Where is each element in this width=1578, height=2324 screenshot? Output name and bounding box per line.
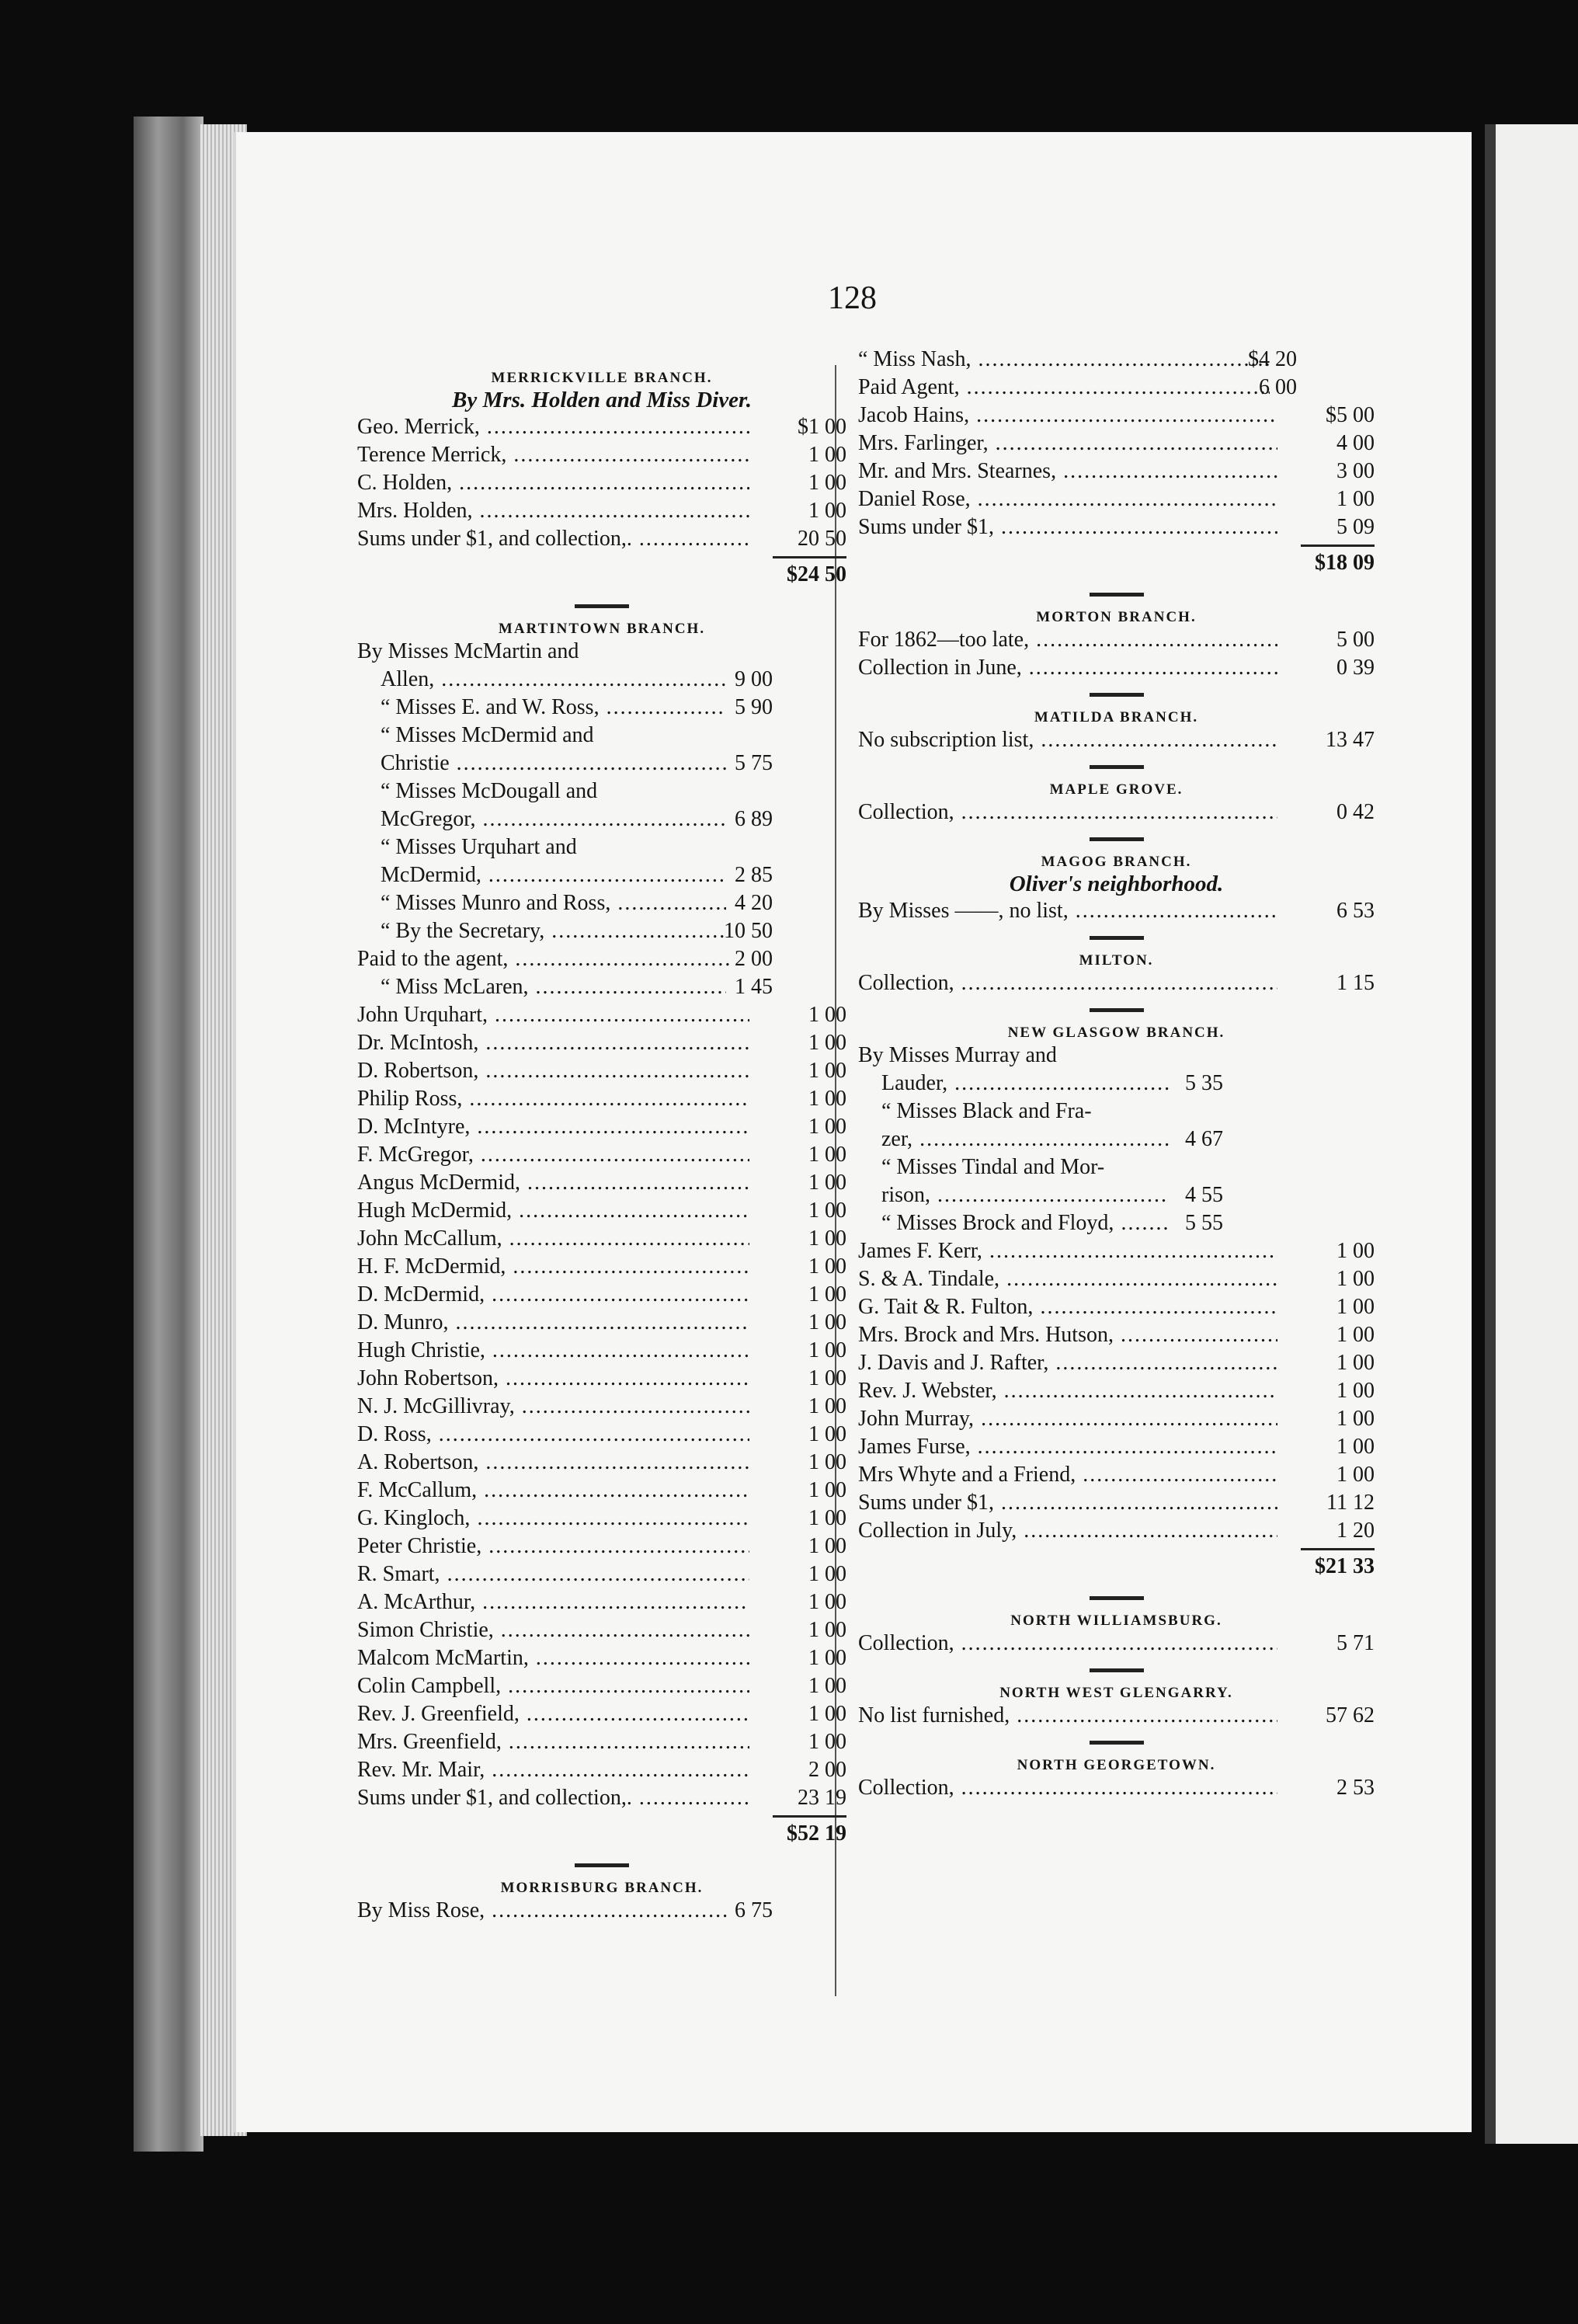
donor-name: Geo. Merrick, ..... — [357, 413, 749, 441]
ledger-list — [357, 413, 846, 553]
donor-name: Lauder, ..... — [881, 1070, 1169, 1098]
donor-name: Christie ..... — [381, 750, 726, 778]
ledger-row — [357, 638, 846, 666]
donor-name: S. & A. Tindale, ..... — [858, 1265, 1277, 1293]
donation-amount: 1 00 — [1336, 1295, 1375, 1319]
donation-amount: 2 00 — [735, 947, 773, 971]
donor-name: D. Munro, ..... — [357, 1309, 749, 1337]
ledger-row — [858, 457, 1375, 485]
donation-amount: 2 00 — [808, 1758, 846, 1782]
donation-amount: 10 50 — [724, 919, 773, 943]
ledger-row — [858, 1321, 1375, 1349]
donation-amount: 1 00 — [808, 499, 846, 523]
ledger-row — [858, 485, 1375, 513]
donor-name: Mrs. Greenfield, ..... — [357, 1728, 749, 1756]
donor-name: “ Misses Munro and Ross, ..... — [381, 889, 726, 917]
donation-amount: 1 00 — [808, 1590, 846, 1614]
ledger-row — [357, 1281, 846, 1309]
donor-name: Collection, ..... — [858, 798, 1277, 826]
donor-name: “ By the Secretary, ..... — [381, 917, 726, 945]
ledger-row — [357, 1113, 846, 1141]
ledger-row — [357, 1001, 846, 1029]
ledger-row — [858, 654, 1375, 682]
ledger-row — [357, 973, 846, 1001]
ledger-row — [357, 833, 846, 861]
ledger-row — [357, 889, 846, 917]
donor-name: H. F. McDermid, ..... — [357, 1253, 749, 1281]
donation-amount: 1 00 — [808, 443, 846, 467]
ledger-row — [858, 402, 1375, 430]
ledger-row — [357, 861, 846, 889]
donation-amount: 1 00 — [808, 1226, 846, 1251]
ledger-row — [357, 1505, 846, 1533]
donor-name: Terence Merrick, ..... — [357, 441, 749, 469]
donor-name: D. Ross, ..... — [357, 1421, 749, 1449]
section-heading: MORRISBURG BRANCH. — [500, 1880, 704, 1896]
donor-name: John Robertson, ..... — [357, 1365, 749, 1393]
donor-name: James Furse, ..... — [858, 1433, 1277, 1461]
donor-name: Mr. and Mrs. Stearnes, ..... — [858, 457, 1277, 485]
ledger-list — [858, 1042, 1375, 1237]
donation-amount: 0 42 — [1336, 800, 1375, 824]
donor-name: J. Davis and J. Rafter, ..... — [858, 1349, 1277, 1377]
donation-amount: 1 00 — [808, 1422, 846, 1446]
donor-name: N. J. McGillivray, ..... — [357, 1393, 749, 1421]
donor-name: Simon Christie, ..... — [357, 1616, 749, 1644]
ledger-row — [357, 1057, 846, 1085]
section-divider — [575, 604, 629, 608]
donor-name: Angus McDermid, ..... — [357, 1169, 749, 1197]
ledger-row — [858, 1125, 1375, 1153]
section-divider — [1090, 1668, 1144, 1672]
ledger-list — [858, 897, 1375, 925]
ledger-row — [357, 1756, 846, 1784]
ledger-row — [858, 1237, 1375, 1265]
donor-name: For 1862—too late, ..... — [858, 626, 1277, 654]
section-divider — [1090, 1008, 1144, 1012]
ledger-row — [357, 1393, 846, 1421]
ledger-row — [357, 1253, 846, 1281]
donor-name: “ Misses Brock and Floyd, ..... — [881, 1209, 1169, 1237]
section-total: $18 09 — [858, 541, 1375, 582]
section-divider — [575, 1863, 629, 1867]
donation-amount: 6 00 — [1259, 375, 1297, 399]
donation-amount: 5 90 — [735, 695, 773, 719]
section-divider — [1090, 837, 1144, 841]
donor-name: “ Misses Black and Fra- — [881, 1099, 1092, 1123]
ledger-list — [858, 969, 1375, 997]
donor-name: No subscription list, ..... — [858, 726, 1277, 754]
donor-name: D. Robertson, ..... — [357, 1057, 749, 1085]
ledger-row — [357, 805, 846, 833]
donor-name: “ Misses Tindal and Mor- — [881, 1155, 1105, 1179]
donation-amount: 1 00 — [808, 1534, 846, 1558]
donor-name: Collection, ..... — [858, 1774, 1277, 1802]
ledger-row — [357, 1197, 846, 1225]
donation-amount: 4 20 — [735, 891, 773, 915]
donation-amount: 1 00 — [808, 1282, 846, 1306]
donation-amount: 1 00 — [1336, 1435, 1375, 1459]
next-page-edge — [1485, 124, 1578, 2144]
donor-name: John Murray, ..... — [858, 1405, 1277, 1433]
ledger-row — [858, 513, 1375, 541]
donor-name: zer, ..... — [881, 1125, 1169, 1153]
section-subheading: Oliver's neighborhood. — [1009, 872, 1224, 896]
ledger-row — [858, 1433, 1375, 1461]
donor-name: McGregor, ..... — [381, 805, 726, 833]
donor-name: James F. Kerr, ..... — [858, 1237, 1277, 1265]
ledger-row — [858, 1517, 1375, 1545]
donor-name: Allen, ..... — [381, 666, 726, 694]
ledger-row — [357, 525, 846, 553]
donor-name: Collection in June, ..... — [858, 654, 1277, 682]
ledger-row — [357, 1449, 846, 1477]
donation-amount: 23 19 — [798, 1786, 846, 1810]
donor-name: By Misses ——, no list, ..... — [858, 897, 1277, 925]
ledger-row — [357, 666, 846, 694]
ledger-row — [858, 969, 1375, 997]
donor-name: Paid Agent, ..... — [858, 374, 1270, 402]
donor-name: Daniel Rose, ..... — [858, 485, 1277, 513]
section-heading: MAGOG BRANCH. — [1041, 854, 1192, 870]
donation-amount: 1 00 — [808, 1031, 846, 1055]
donation-amount: 1 00 — [808, 1338, 846, 1362]
donation-amount: 1 00 — [1336, 1463, 1375, 1487]
donation-amount: 1 00 — [808, 1171, 846, 1195]
donor-name: Dr. McIntosh, ..... — [357, 1029, 749, 1057]
donor-name: Peter Christie, ..... — [357, 1533, 749, 1560]
donation-amount: 1 00 — [808, 1366, 846, 1390]
donor-name: No list furnished, ..... — [858, 1702, 1277, 1730]
donation-amount: 6 75 — [735, 1898, 773, 1922]
ledger-row — [858, 1153, 1375, 1181]
ledger-row — [858, 1405, 1375, 1433]
donation-amount: 3 00 — [1336, 459, 1375, 483]
donor-name: Philip Ross, ..... — [357, 1085, 749, 1113]
donation-amount: 57 62 — [1326, 1703, 1375, 1727]
donation-amount: 5 75 — [735, 751, 773, 775]
section-total: $52 19 — [357, 1812, 846, 1853]
donation-amount: 1 00 — [808, 1618, 846, 1642]
section-divider — [1090, 1741, 1144, 1745]
ledger-row — [357, 1477, 846, 1505]
book-edge — [134, 117, 203, 2152]
donation-amount: 1 00 — [1336, 1379, 1375, 1403]
ledger-row — [858, 798, 1375, 826]
section-heading: NEW GLASGOW BRANCH. — [1007, 1025, 1225, 1041]
ledger-list — [858, 1237, 1375, 1545]
section-heading: MORTON BRANCH. — [1036, 609, 1197, 625]
donation-amount: 1 00 — [808, 1059, 846, 1083]
ledger-row — [357, 1225, 846, 1253]
section-total: $24 50 — [357, 553, 846, 593]
donor-name: “ Misses Urquhart and — [381, 835, 577, 859]
donation-amount: 1 00 — [1336, 1407, 1375, 1431]
donation-amount: 1 15 — [1336, 971, 1375, 995]
donation-amount: 5 55 — [1185, 1211, 1223, 1235]
donor-name: Collection in July, ..... — [858, 1517, 1277, 1545]
donation-amount: 1 00 — [808, 1506, 846, 1530]
donor-name: G. Tait & R. Fulton, ..... — [858, 1293, 1277, 1321]
right-column — [858, 346, 1375, 1802]
donor-name: Hugh McDermid, ..... — [357, 1197, 749, 1225]
donor-name: “ Misses McDougall and — [381, 779, 598, 803]
donation-amount: 1 00 — [1336, 1267, 1375, 1291]
donor-name: G. Kingloch, ..... — [357, 1505, 749, 1533]
donor-name: D. McIntyre, ..... — [357, 1113, 749, 1141]
donation-amount: 1 00 — [808, 1646, 846, 1670]
donation-amount: 6 53 — [1336, 899, 1375, 923]
donation-amount: 1 00 — [808, 1143, 846, 1167]
ledger-row — [858, 1070, 1375, 1098]
section-divider — [1090, 765, 1144, 769]
donor-name: C. Holden, ..... — [357, 469, 749, 497]
ledger-row — [858, 1349, 1375, 1377]
donation-amount: $4 20 — [1248, 347, 1297, 371]
donation-amount: 5 35 — [1185, 1071, 1223, 1095]
donor-name: By Miss Rose, ..... — [357, 1897, 730, 1925]
donation-amount: 5 71 — [1336, 1631, 1375, 1655]
donor-name: “ Misses McDermid and — [381, 723, 594, 747]
section-heading: MATILDA BRANCH. — [1034, 709, 1199, 725]
donor-name: D. McDermid, ..... — [357, 1281, 749, 1309]
donor-name: Sums under $1, ..... — [858, 513, 1277, 541]
section-divider — [1090, 936, 1144, 940]
donor-name: Hugh Christie, ..... — [357, 1337, 749, 1365]
section-heading: MARTINTOWN BRANCH. — [498, 621, 706, 637]
ledger-row — [357, 1337, 846, 1365]
ledger-row — [858, 1209, 1375, 1237]
ledger-row — [357, 1700, 846, 1728]
donor-name: Rev. J. Greenfield, ..... — [357, 1700, 749, 1728]
ledger-list — [357, 638, 846, 1001]
ledger-row — [357, 1169, 846, 1197]
ledger-list — [858, 626, 1375, 682]
ledger-row — [357, 1897, 846, 1925]
ledger-row — [357, 694, 846, 722]
ledger-row — [858, 897, 1375, 925]
donation-amount: 1 00 — [808, 1702, 846, 1726]
donation-amount: 1 00 — [808, 1674, 846, 1698]
section-divider — [1090, 693, 1144, 697]
donor-name: Collection, ..... — [858, 969, 1277, 997]
section-total: $21 33 — [858, 1545, 1375, 1585]
donor-name: “ Miss McLaren, ..... — [381, 973, 726, 1001]
ledger-row — [858, 1042, 1375, 1070]
ledger-row — [357, 945, 846, 973]
donor-name: By Misses McMartin and — [357, 639, 579, 663]
donation-amount: 2 53 — [1336, 1776, 1375, 1800]
donation-amount: 13 47 — [1326, 728, 1375, 752]
ledger-row — [357, 1560, 846, 1588]
ledger-row — [858, 1181, 1375, 1209]
donation-amount: 4 00 — [1336, 431, 1375, 455]
donor-name: Mrs. Farlinger, ..... — [858, 430, 1277, 457]
ledger-row — [357, 1085, 846, 1113]
ledger-row — [357, 441, 846, 469]
ledger-row — [357, 1672, 846, 1700]
donation-amount: 1 00 — [808, 1478, 846, 1502]
donation-amount: 1 00 — [808, 1562, 846, 1586]
ledger-list — [357, 1001, 846, 1812]
ledger-row — [858, 1265, 1375, 1293]
donor-name: Rev. J. Webster, ..... — [858, 1377, 1277, 1405]
donation-amount: 1 00 — [1336, 1323, 1375, 1347]
ledger-list — [858, 402, 1375, 541]
ledger-list — [858, 346, 1375, 402]
donor-name: Mrs. Brock and Mrs. Hutson, ..... — [858, 1321, 1277, 1349]
donor-name: Sums under $1, and collection,. ..... — [357, 525, 749, 553]
section-heading: NORTH WEST GLENGARRY. — [999, 1685, 1233, 1701]
ledger-list — [858, 798, 1375, 826]
ledger-row — [357, 1029, 846, 1057]
ledger-row — [858, 346, 1375, 374]
donation-amount: 1 00 — [808, 1254, 846, 1279]
donation-amount: 1 00 — [808, 1087, 846, 1111]
donation-amount: 1 00 — [808, 1199, 846, 1223]
ledger-row — [357, 1533, 846, 1560]
ledger-row — [357, 497, 846, 525]
donation-amount: 1 20 — [1336, 1519, 1375, 1543]
donation-amount: 5 00 — [1336, 628, 1375, 652]
donation-amount: 9 00 — [735, 667, 773, 691]
donor-name: R. Smart, ..... — [357, 1560, 749, 1588]
donor-name: F. McGregor, ..... — [357, 1141, 749, 1169]
donation-amount: 4 55 — [1185, 1183, 1223, 1207]
donor-name: Paid to the agent, ..... — [357, 945, 730, 973]
section-heading: MAPLE GROVE. — [1049, 781, 1184, 798]
ledger-row — [858, 626, 1375, 654]
ledger-row — [357, 1588, 846, 1616]
donor-name: McDermid, ..... — [381, 861, 726, 889]
ledger-row — [858, 1377, 1375, 1405]
donor-name: Rev. Mr. Mair, ..... — [357, 1756, 749, 1784]
donor-name: rison, ..... — [881, 1181, 1169, 1209]
ledger-row — [357, 778, 846, 805]
section-divider — [1090, 1596, 1144, 1600]
section-divider — [1090, 593, 1144, 597]
donor-name: A. McArthur, ..... — [357, 1588, 749, 1616]
donor-name: By Misses Murray and — [858, 1043, 1057, 1067]
donation-amount: 1 45 — [735, 975, 773, 999]
ledger-row — [357, 1616, 846, 1644]
ledger-list — [357, 1897, 846, 1925]
ledger-row — [858, 1489, 1375, 1517]
section-heading: MERRICKVILLE BRANCH. — [491, 370, 713, 386]
donation-amount: $1 00 — [798, 415, 846, 439]
ledger-row — [357, 1728, 846, 1756]
donor-name: “ Misses E. and W. Ross, ..... — [381, 694, 726, 722]
donation-amount: 20 50 — [798, 527, 846, 551]
donor-name: Sums under $1, ..... — [858, 1489, 1277, 1517]
donation-amount: 6 89 — [735, 807, 773, 831]
left-column — [357, 365, 846, 1925]
donation-amount: 2 85 — [735, 863, 773, 887]
section-heading: NORTH WILLIAMSBURG. — [1010, 1613, 1222, 1629]
donation-amount: 5 09 — [1336, 515, 1375, 539]
ledger-list — [858, 1774, 1375, 1802]
section-heading: MILTON. — [1079, 952, 1154, 969]
donor-name: F. McCallum, ..... — [357, 1477, 749, 1505]
ledger-row — [357, 1644, 846, 1672]
donation-amount: 1 00 — [1336, 1239, 1375, 1263]
ledger-row — [357, 1365, 846, 1393]
ledger-row — [357, 1309, 846, 1337]
donor-name: “ Miss Nash, ..... — [858, 346, 1270, 374]
ledger-row — [357, 917, 846, 945]
donation-amount: 1 00 — [808, 1003, 846, 1027]
donation-amount: 1 00 — [808, 1310, 846, 1334]
ledger-row — [357, 469, 846, 497]
ledger-row — [858, 726, 1375, 754]
ledger-row — [357, 750, 846, 778]
donation-amount: 0 39 — [1336, 656, 1375, 680]
donor-name: Mrs. Holden, ..... — [357, 497, 749, 525]
donor-name: Colin Campbell, ..... — [357, 1672, 749, 1700]
ledger-row — [858, 1702, 1375, 1730]
ledger-row — [858, 1774, 1375, 1802]
ledger-row — [858, 1630, 1375, 1658]
donation-amount: $5 00 — [1326, 403, 1375, 427]
donation-amount: 1 00 — [808, 1115, 846, 1139]
ledger-row — [858, 1461, 1375, 1489]
ledger-row — [858, 430, 1375, 457]
ledger-list — [858, 1630, 1375, 1658]
donation-amount: 1 00 — [808, 1730, 846, 1754]
donation-amount: 11 12 — [1326, 1491, 1375, 1515]
ledger-row — [858, 374, 1375, 402]
section-subheading: By Mrs. Holden and Miss Diver. — [452, 388, 752, 412]
ledger-row — [858, 1098, 1375, 1125]
donor-name: Collection, ..... — [858, 1630, 1277, 1658]
donor-name: Sums under $1, and collection,. ..... — [357, 1784, 749, 1812]
donor-name: A. Robertson, ..... — [357, 1449, 749, 1477]
donation-amount: 1 00 — [808, 1394, 846, 1418]
ledger-row — [357, 1421, 846, 1449]
donation-amount: 1 00 — [808, 471, 846, 495]
donation-amount: 4 67 — [1185, 1127, 1223, 1151]
donation-amount: 1 00 — [1336, 1351, 1375, 1375]
page-number: 128 — [828, 280, 877, 316]
ledger-row — [357, 1784, 846, 1812]
ledger-row — [357, 722, 846, 750]
donor-name: John Urquhart, ..... — [357, 1001, 749, 1029]
ledger-list — [858, 1702, 1375, 1730]
donor-name: John McCallum, ..... — [357, 1225, 749, 1253]
donor-name: Jacob Hains, ..... — [858, 402, 1277, 430]
ledger-list — [858, 726, 1375, 754]
donor-name: Malcom McMartin, ..... — [357, 1644, 749, 1672]
donation-amount: 1 00 — [808, 1450, 846, 1474]
section-heading: NORTH GEORGETOWN. — [1017, 1757, 1216, 1773]
donation-amount: 1 00 — [1336, 487, 1375, 511]
ledger-row — [357, 1141, 846, 1169]
donor-name: Mrs Whyte and a Friend, ..... — [858, 1461, 1277, 1489]
ledger-row — [858, 1293, 1375, 1321]
ledger-row — [357, 413, 846, 441]
